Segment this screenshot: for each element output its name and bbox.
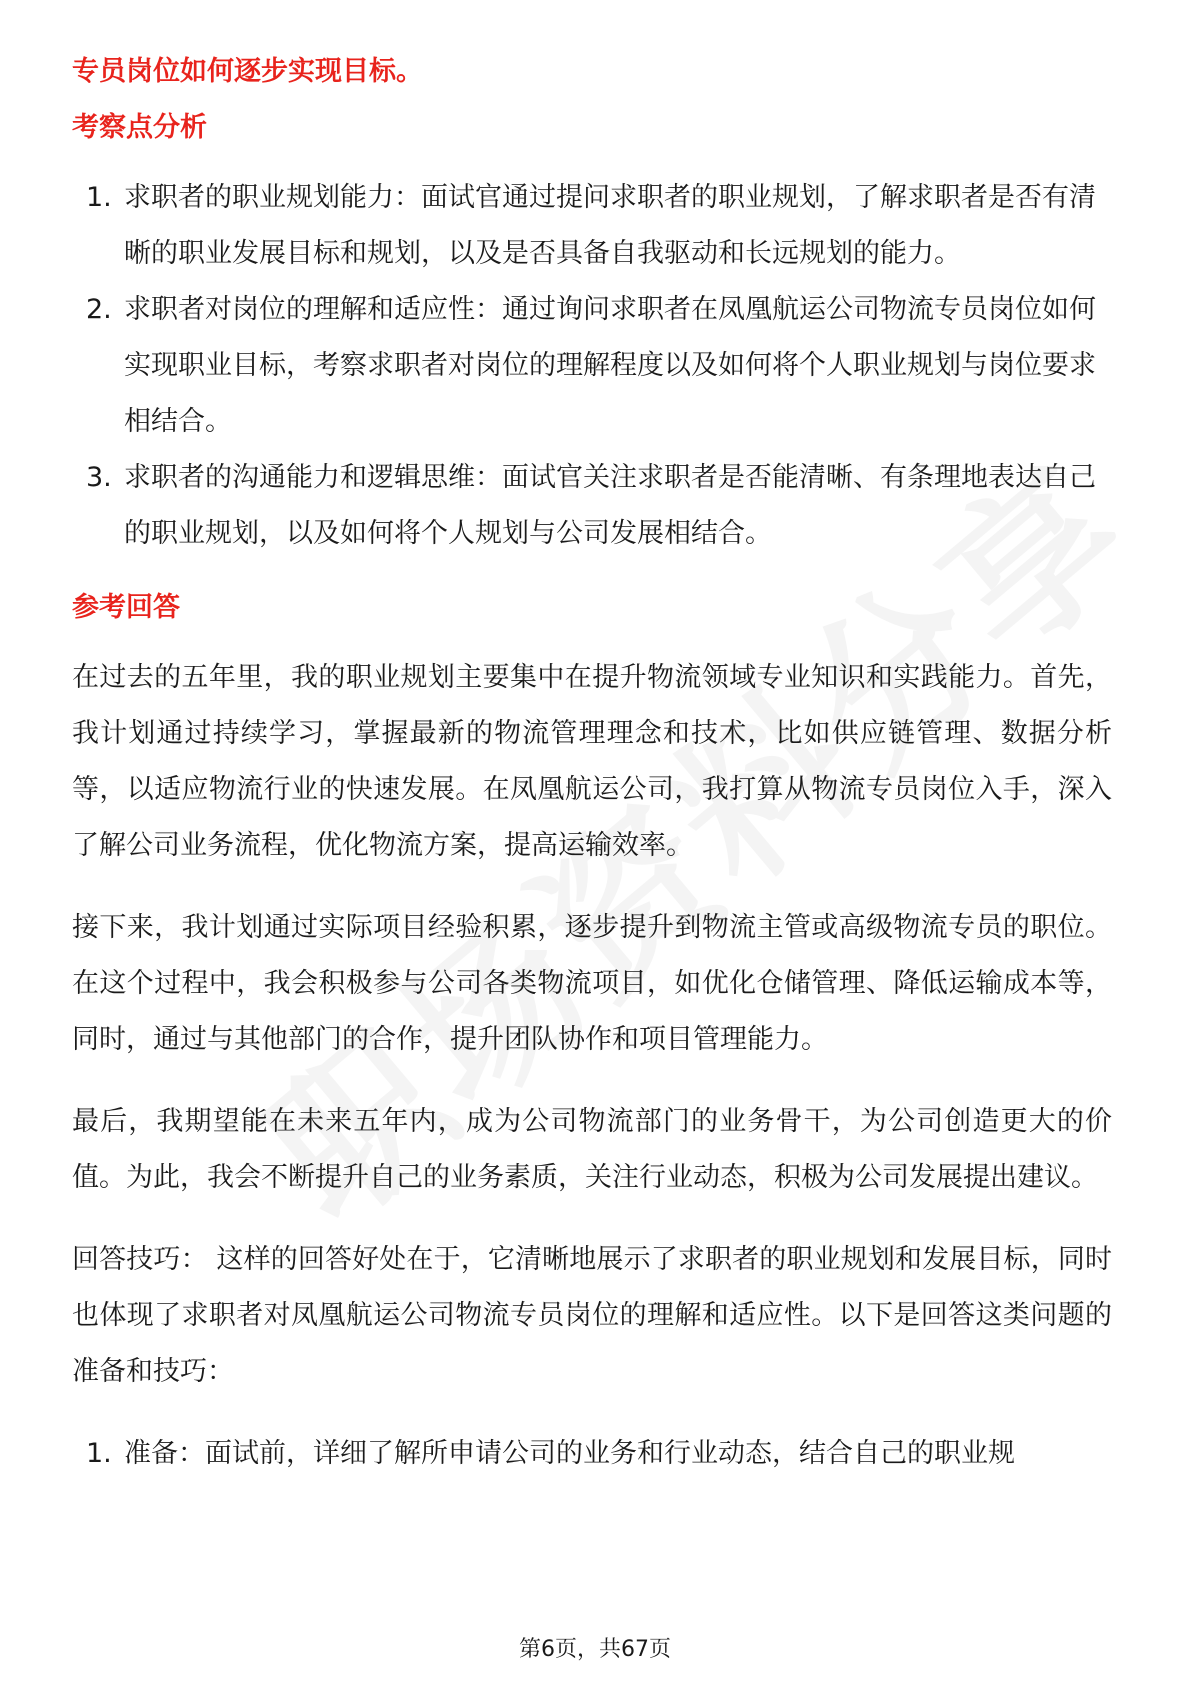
list-number: 2. — [86, 294, 112, 325]
page-content — [72, 52, 1112, 1482]
tips-item — [72, 1426, 1112, 1482]
analysis-item — [72, 282, 1112, 450]
list-number: 1. — [86, 1438, 112, 1469]
tips-item-text: 准备：面试前，详细了解所申请公司的业务和行业动态，结合自己的职业规 — [124, 1438, 1015, 1469]
page-footer: 第6页，共67页 — [519, 1637, 671, 1662]
analysis-item-text: 求职者的沟通能力和逻辑思维：面试官关注求职者是否能清晰、有条理地表达自己的职业规划，以及如何将个人规划与公司发展相结合。 — [124, 462, 1096, 549]
analysis-item-text: 求职者的职业规划能力：面试官通过提问求职者的职业规划，了解求职者是否有清晰的职业发展目标和规划，以及是否具备自我驱动和长远规划的能力。 — [124, 182, 1096, 269]
answer-paragraph: 在过去的五年里，我的职业规划主要集中在提升物流领域专业知识和实践能力。首先，我计划通过持续学习，掌握最新的物流管理理念和技术，比如供应链管理、数据分析等，以适应物流行业的快速发展。在凤凰航运公司，我打算从物流专员岗位入手，深入了解公司业务流程，优化物流方案，提高运输效率。 — [72, 662, 1112, 861]
answer-paragraph: 最后，我期望能在未来五年内，成为公司物流部门的业务骨干，为公司创造更大的价值。为此，我会不断提升自己的业务素质，关注行业动态，积极为公司发展提出建议。 — [72, 1106, 1112, 1193]
list-number: 3. — [86, 462, 112, 493]
question-heading: 专员岗位如何逐步实现目标。 — [72, 56, 423, 87]
list-number: 1. — [86, 182, 112, 213]
analysis-item — [72, 170, 1112, 282]
tips-paragraph: 回答技巧： 这样的回答好处在于，它清晰地展示了求职者的职业规划和发展目标，同时也体现了求职者对凤凰航运公司物流专员岗位的理解和适应性。以下是回答这类问题的准备和技巧： — [72, 1244, 1112, 1387]
analysis-list — [72, 170, 1112, 562]
analysis-heading: 考察点分析 — [72, 112, 207, 143]
answer-paragraph: 接下来，我计划通过实际项目经验积累，逐步提升到物流主管或高级物流专员的职位。在这个过程中，我会积极参与公司各类物流项目，如优化仓储管理、降低运输成本等，同时，通过与其他部门的合作，提升团队协作和项目管理能力。 — [72, 912, 1112, 1055]
analysis-item-text: 求职者对岗位的理解和适应性：通过询问求职者在凤凰航运公司物流专员岗位如何实现职业目标，考察求职者对岗位的理解程度以及如何将个人职业规划与岗位要求相结合。 — [124, 294, 1096, 437]
tips-list — [72, 1426, 1112, 1482]
analysis-item — [72, 450, 1112, 562]
answer-heading: 参考回答 — [72, 592, 180, 623]
